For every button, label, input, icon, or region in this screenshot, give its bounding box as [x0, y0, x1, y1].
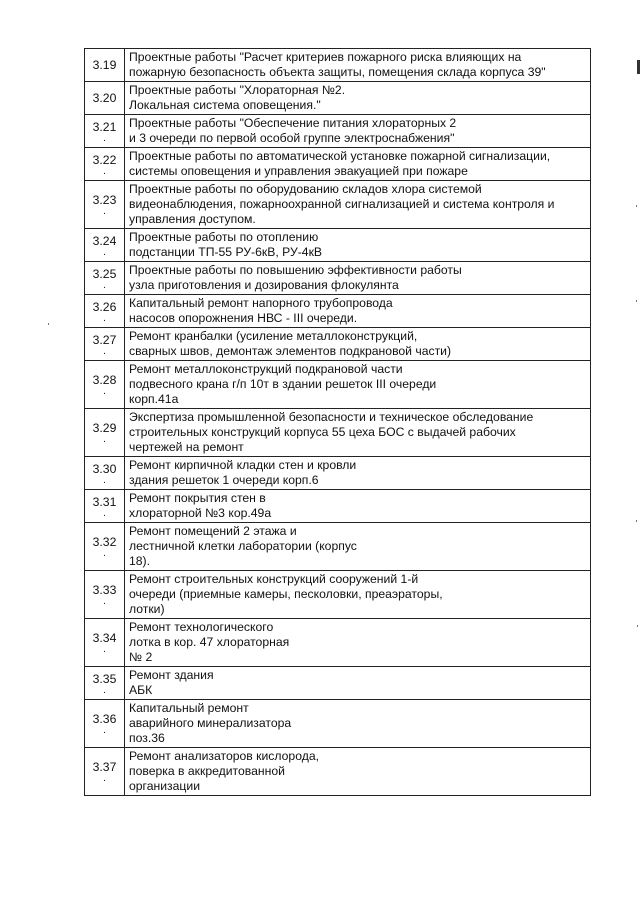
- item-description-cell: [125, 295, 591, 328]
- description-line: и 3 очереди по первой особой группе электроснабжения": [129, 131, 455, 145]
- table-row: [85, 181, 591, 229]
- description-line: хлораторной №3 кор.49а: [129, 506, 272, 520]
- description-line: Капитальный ремонт: [129, 701, 249, 715]
- description-line: Капитальный ремонт напорного трубопровода: [129, 296, 393, 310]
- description-line: чертежей на ремонт: [129, 440, 244, 454]
- description-line: поз.36: [129, 731, 165, 745]
- item-number-cell: [85, 571, 125, 619]
- table-row: [85, 115, 591, 148]
- item-number-dot: .: [103, 279, 106, 291]
- description-line: поверка в аккредитованной: [129, 764, 285, 778]
- item-description-cell: [125, 328, 591, 361]
- item-description-cell: [125, 181, 591, 229]
- item-description-cell: [125, 82, 591, 115]
- item-number: 3.22: [92, 152, 117, 167]
- description-line: сварных швов, демонтаж элементов подкрановой части): [129, 344, 452, 358]
- description-line: аварийного минерализатора: [129, 716, 292, 730]
- item-number-dot: .: [103, 345, 106, 357]
- item-number-dot: .: [103, 773, 106, 784]
- item-number-cell: [85, 457, 125, 490]
- table-row: [85, 700, 591, 748]
- table-row: [85, 409, 591, 457]
- item-number-dot: .: [103, 206, 106, 217]
- item-number: 3.35: [92, 671, 117, 686]
- description-line: Ремонт строительных конструкций сооружений 1-й: [129, 572, 419, 586]
- table-row: [85, 229, 591, 262]
- item-description-cell: [125, 619, 591, 667]
- item-number: 3.27: [92, 332, 117, 347]
- item-number: 3.29: [92, 421, 117, 435]
- table-row: [85, 571, 591, 619]
- description-line: узла приготовления и дозирования флокулянта: [129, 278, 399, 292]
- description-line: строительных конструкций корпуса 55 цеха БОС с выдачей рабочих: [129, 425, 516, 439]
- description-line: Ремонт помещений 2 этажа и: [129, 524, 297, 538]
- item-number-dot: .: [103, 165, 106, 177]
- description-line: подвесного крана г/п 10т в здании решеток III очереди: [129, 377, 437, 391]
- item-number-dot: .: [103, 132, 106, 144]
- item-number: 3.32: [92, 535, 117, 549]
- item-number-cell: [85, 619, 125, 667]
- description-line: 18).: [129, 554, 151, 568]
- item-number: 3.23: [92, 193, 117, 207]
- description-line: Проектные работы по автоматической установке пожарной сигнализации,: [129, 149, 551, 163]
- item-number-dot: .: [103, 725, 106, 736]
- item-number-dot: .: [103, 474, 106, 486]
- item-description-cell: [125, 148, 591, 181]
- item-number: 3.20: [92, 90, 117, 105]
- description-line: организации: [129, 779, 201, 793]
- item-number: 3.28: [92, 373, 117, 387]
- description-line: Ремонт кранбалки (усиление металлоконструкций,: [129, 329, 418, 343]
- description-line: Экспертиза промышленной безопасности и техническое обследование: [129, 410, 534, 424]
- item-number: 3.21: [92, 119, 117, 134]
- description-line: Проектные работы по оборудованию складов хлора системой: [129, 182, 482, 196]
- item-number: 3.36: [92, 712, 117, 726]
- description-line: подстанции ТП-55 РУ-6кВ, РУ-4кВ: [129, 245, 323, 259]
- item-description-cell: [125, 748, 591, 796]
- table-row: [85, 748, 591, 796]
- item-number: 3.34: [92, 631, 117, 645]
- item-number: 3.19: [92, 57, 117, 72]
- item-description-cell: [125, 571, 591, 619]
- table-body: [85, 49, 591, 796]
- item-number-cell: [85, 361, 125, 409]
- item-number-dot: .: [103, 386, 106, 397]
- item-number-cell: [85, 328, 125, 361]
- table-row: [85, 490, 591, 523]
- item-number-cell: [85, 409, 125, 457]
- item-number-cell: [85, 49, 125, 82]
- item-number-cell: [85, 667, 125, 700]
- item-number-cell: [85, 82, 125, 115]
- item-number-dot: .: [103, 507, 106, 519]
- item-description-cell: [125, 262, 591, 295]
- item-number: 3.24: [92, 233, 117, 248]
- item-description-cell: [125, 700, 591, 748]
- item-number-cell: [85, 229, 125, 262]
- table-row: [85, 328, 591, 361]
- item-number-dot: .: [103, 434, 106, 445]
- item-description-cell: [125, 457, 591, 490]
- item-number-dot: .: [103, 548, 106, 559]
- item-number-dot: .: [103, 246, 106, 258]
- item-number-dot: .: [103, 644, 106, 655]
- item-number: 3.26: [92, 299, 117, 314]
- description-line: видеонаблюдения, пожарноохранной сигнализацией и система контроля и: [129, 197, 555, 211]
- table-row: [85, 295, 591, 328]
- table-row: [85, 361, 591, 409]
- scan-speck: [637, 625, 638, 627]
- description-line: Ремонт металлоконструкций подкрановой части: [129, 362, 403, 376]
- scan-speck: [636, 300, 637, 302]
- item-number-cell: [85, 748, 125, 796]
- table-row: [85, 523, 591, 571]
- item-number-cell: [85, 490, 125, 523]
- item-number-cell: [85, 115, 125, 148]
- description-line: Ремонт технологического: [129, 620, 274, 634]
- item-number-cell: [85, 262, 125, 295]
- description-line: Проектные работы по отоплению: [129, 230, 319, 244]
- item-number: 3.33: [92, 583, 117, 597]
- table-row: [85, 82, 591, 115]
- item-description-cell: [125, 49, 591, 82]
- item-number: 3.30: [92, 461, 117, 476]
- description-line: Локальная система оповещения.": [129, 98, 321, 112]
- scan-speck: [636, 205, 637, 207]
- description-line: пожарную безопасность объекта защиты, помещения склада корпуса 39": [129, 65, 546, 79]
- description-line: Проектные работы по повышению эффективности работы: [129, 263, 462, 277]
- item-number-cell: [85, 148, 125, 181]
- item-number: 3.31: [92, 494, 117, 509]
- description-line: системы оповещения и управления эвакуацией при пожаре: [129, 164, 468, 178]
- table-row: [85, 667, 591, 700]
- description-line: корп.41а: [129, 392, 179, 406]
- description-line: здания решеток 1 очереди корп.6: [129, 473, 319, 487]
- description-line: Проектные работы "Хлораторная №2.: [129, 83, 346, 97]
- description-line: Ремонт анализаторов кислорода,: [129, 749, 319, 763]
- description-line: Ремонт покрытия стен в: [129, 491, 266, 505]
- item-description-cell: [125, 490, 591, 523]
- table-row: [85, 262, 591, 295]
- description-line: насосов опорожнения НВС - III очереди.: [129, 311, 358, 325]
- table-row: [85, 49, 591, 82]
- description-line: очереди (приемные камеры, песколовки, преаэраторы,: [129, 587, 443, 601]
- item-number: 3.37: [92, 760, 117, 774]
- work-items-table: [84, 48, 591, 796]
- item-description-cell: [125, 361, 591, 409]
- description-line: Ремонт кирпичной кладки стен и кровли: [129, 458, 357, 472]
- table-row: [85, 619, 591, 667]
- description-line: лотка в кор. 47 хлораторная: [129, 635, 290, 649]
- item-number-cell: [85, 181, 125, 229]
- scan-speck: [48, 323, 49, 325]
- item-number-dot: .: [103, 684, 106, 696]
- table-row: [85, 457, 591, 490]
- description-line: лестничной клетки лаборатории (корпус: [129, 539, 357, 553]
- item-description-cell: [125, 409, 591, 457]
- item-number-cell: [85, 295, 125, 328]
- item-description-cell: [125, 523, 591, 571]
- description-line: Ремонт здания: [129, 668, 214, 682]
- item-description-cell: [125, 115, 591, 148]
- item-number-dot: .: [103, 596, 106, 607]
- description-line: Проектные работы "Обеспечение питания хлораторных 2: [129, 116, 457, 130]
- item-number-dot: .: [103, 312, 106, 324]
- item-description-cell: [125, 229, 591, 262]
- description-line: управления доступом.: [129, 212, 256, 226]
- item-number-cell: [85, 700, 125, 748]
- description-line: № 2: [129, 650, 153, 664]
- description-line: АБК: [129, 683, 153, 697]
- item-description-cell: [125, 667, 591, 700]
- item-number-cell: [85, 523, 125, 571]
- scan-speck: [636, 520, 637, 522]
- description-line: лотки): [129, 602, 165, 616]
- table-row: [85, 148, 591, 181]
- item-number: 3.25: [92, 266, 117, 281]
- description-line: Проектные работы "Расчет критериев пожарного риска влияющих на: [129, 50, 522, 64]
